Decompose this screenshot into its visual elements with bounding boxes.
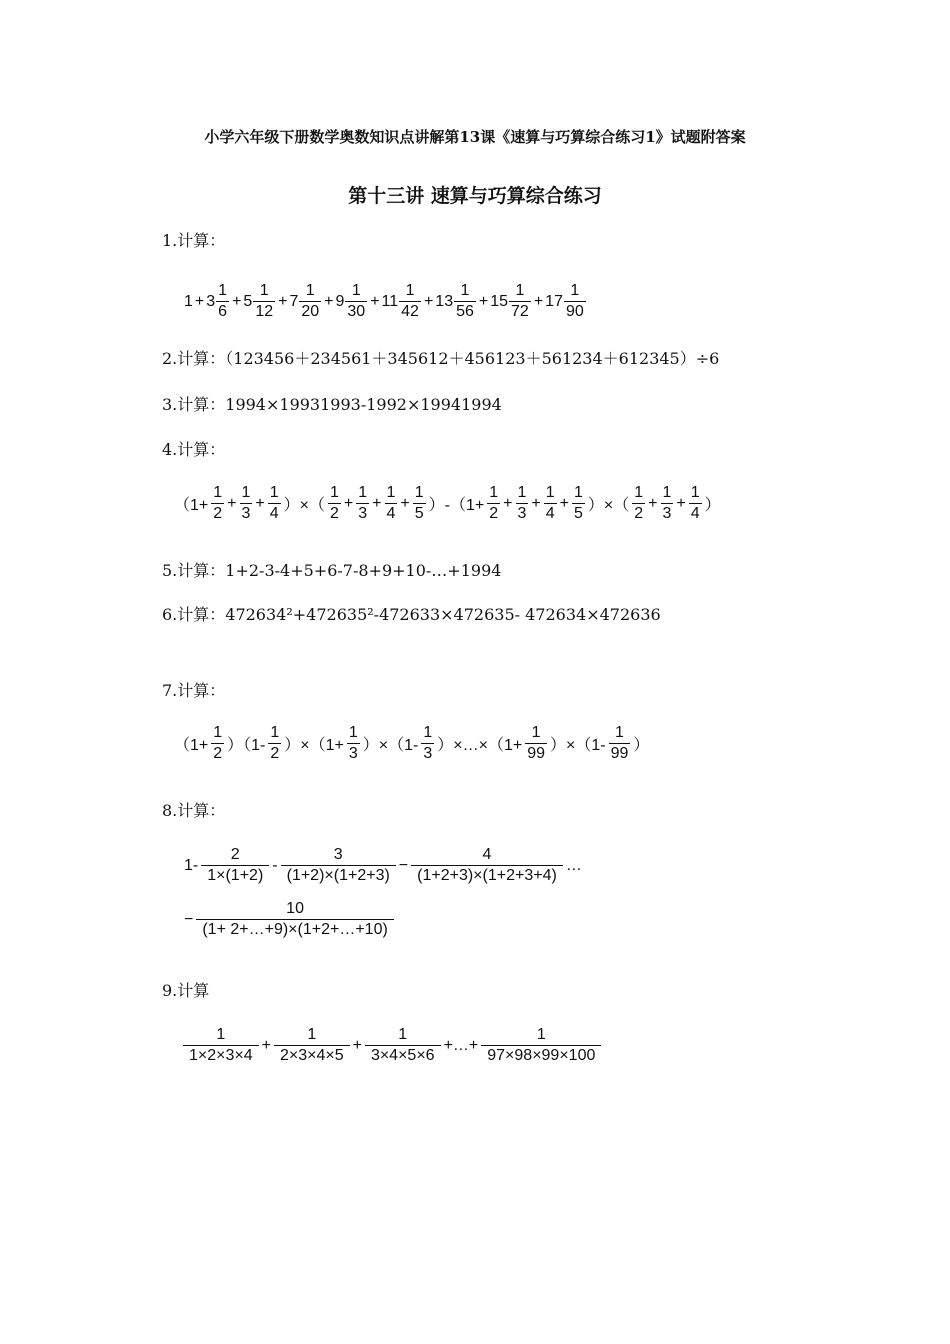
fraction [487, 484, 500, 524]
fraction [609, 724, 631, 764]
fraction-numerator: 1 [213, 484, 223, 501]
operator-text: + [676, 494, 686, 512]
mixed-number-whole: 11 [381, 292, 399, 310]
fraction-denominator: 4 [545, 505, 555, 523]
fraction-numerator: 1 [358, 484, 368, 501]
fraction-numerator: 1 [351, 282, 361, 299]
mixed-number-whole: 1 [184, 292, 193, 310]
fraction-numerator: 1 [515, 282, 525, 299]
fraction [454, 282, 476, 322]
fraction-denominator: 5 [574, 505, 583, 523]
fraction-numerator: 1 [307, 1026, 317, 1043]
operator-text: − [398, 856, 409, 874]
fraction [516, 484, 529, 524]
plus-operator: + [478, 292, 489, 310]
operator-text: ）×（ [587, 497, 630, 515]
fraction [201, 846, 269, 886]
mixed-number-whole: 9 [335, 292, 345, 310]
operator-text: + [255, 494, 265, 512]
fraction-numerator: 1 [615, 724, 624, 741]
fraction [356, 484, 369, 524]
fraction [328, 484, 341, 524]
plus-operator: + [324, 292, 334, 310]
fraction-denominator: 3 [358, 505, 368, 523]
fraction [525, 724, 547, 764]
fraction-denominator: 90 [565, 303, 584, 321]
fraction [281, 846, 396, 886]
operator-text: ）×…×（1+ [437, 737, 523, 755]
fraction-numerator: 1 [216, 1026, 226, 1043]
fraction-denominator: 99 [527, 745, 546, 763]
plus-operator: + [423, 292, 434, 310]
fraction-numerator: 1 [305, 282, 315, 299]
question-7-label: 7.计算： [162, 681, 226, 700]
operator-text: ）-（1+ [428, 497, 485, 515]
fraction-denominator: 2 [330, 505, 339, 523]
operator-text: + [343, 494, 354, 512]
question-9-expression [182, 1026, 602, 1066]
operator-text: + [648, 494, 658, 512]
question-4-expression [172, 484, 723, 524]
fraction-numerator: 1 [414, 484, 424, 501]
fraction [253, 282, 275, 322]
question-9-label: 9.计算 [162, 981, 210, 1000]
question-1-expression [184, 282, 587, 322]
fraction [268, 724, 281, 764]
fraction [268, 484, 281, 524]
operator-text: ）×（1- [550, 737, 606, 755]
operator-text: ） [704, 497, 721, 515]
plus-operator: + [278, 292, 288, 310]
fraction-numerator: 1 [270, 724, 280, 741]
fraction [481, 1026, 601, 1066]
fraction [365, 1026, 441, 1066]
fraction [689, 484, 702, 524]
mixed-number-whole: 17 [545, 292, 563, 310]
fraction-numerator: 1 [690, 484, 700, 501]
fraction-numerator: 1 [386, 484, 396, 501]
fraction-numerator: 1 [460, 282, 470, 299]
fraction [632, 484, 645, 524]
fraction-numerator: 1 [398, 1026, 408, 1043]
fraction-denominator: 72 [511, 303, 529, 321]
question-1-label: 1.计算： [162, 231, 226, 250]
fraction-denominator: 2 [213, 745, 223, 763]
fraction [385, 484, 398, 524]
fraction-numerator: 1 [423, 724, 433, 741]
fraction [421, 724, 434, 764]
fraction-denominator: 99 [610, 745, 629, 763]
fraction-denominator: 2 [489, 505, 499, 523]
operator-text: +…+ [443, 1036, 479, 1054]
fraction-numerator: 1 [536, 1026, 546, 1043]
fraction-numerator: 1 [517, 484, 527, 501]
fraction-denominator: 56 [456, 303, 474, 321]
plus-operator: + [194, 292, 205, 310]
fraction-denominator: 3 [241, 505, 251, 523]
fraction-numerator: 1 [634, 484, 644, 501]
fraction-denominator: 12 [255, 303, 274, 321]
fraction-denominator: 2 [634, 505, 644, 523]
question-8-expression-line-1 [182, 846, 584, 886]
question-7-expression [172, 724, 651, 764]
fraction-denominator: 97×98×99×100 [481, 1045, 601, 1065]
fraction-numerator: 1 [545, 484, 555, 501]
fraction-denominator: (1+2+3)×(1+2+3+4) [411, 865, 563, 885]
fraction-numerator: 1 [348, 724, 358, 741]
fraction-numerator: 1 [218, 282, 228, 299]
fraction-numerator: 1 [489, 484, 499, 501]
document-title: 小学六年级下册数学奥数知识点讲解第13课《速算与巧算综合练习1》试题附答案 [204, 128, 746, 146]
mixed-number-whole: 15 [490, 292, 509, 310]
fraction-denominator: 20 [301, 303, 320, 321]
fraction [509, 282, 531, 322]
fraction-numerator: 2 [230, 846, 240, 863]
fraction-denominator: (1+ 2+…+9)×(1+2+…+10) [196, 919, 393, 939]
question-3-text: 3.计算：1994×19931993-1992×19941994 [162, 395, 502, 414]
fraction [211, 484, 224, 524]
operator-text: − [184, 910, 194, 928]
operator-text: … [565, 856, 582, 874]
fraction-denominator: 4 [690, 505, 700, 523]
fraction-numerator: 1 [662, 484, 672, 501]
fraction-denominator: 30 [347, 303, 366, 321]
fraction-denominator: 3×4×5×6 [365, 1045, 441, 1065]
mixed-number-whole: 5 [243, 292, 253, 310]
fraction-numerator: 4 [482, 846, 492, 863]
fraction-numerator: 1 [570, 282, 580, 299]
fraction [196, 900, 393, 940]
operator-text: （1+ [174, 737, 209, 755]
fraction-denominator: 2 [270, 745, 280, 763]
fraction [347, 724, 360, 764]
question-8-expression-line-2 [182, 900, 395, 940]
fraction [183, 1026, 259, 1066]
operator-text: + [261, 1036, 271, 1054]
fraction [211, 724, 224, 764]
fraction [411, 846, 563, 886]
operator-text: ） [633, 737, 650, 755]
mixed-number-whole: 3 [206, 292, 216, 310]
plus-operator: + [232, 292, 242, 310]
operator-text: + [503, 494, 513, 512]
fraction [413, 484, 426, 524]
fraction-numerator: 3 [333, 846, 343, 863]
fraction-numerator: 1 [259, 282, 269, 299]
operator-text: + [352, 1036, 362, 1054]
question-2-text: 2.计算：（123456＋234561＋345612＋456123＋561234＋612345）÷6 [162, 349, 720, 368]
fraction-denominator: 3 [423, 745, 433, 763]
fraction-denominator: 4 [386, 505, 396, 523]
fraction-denominator: 1×2×3×4 [183, 1045, 259, 1065]
fraction-numerator: 1 [269, 484, 279, 501]
fraction [399, 282, 421, 322]
fraction [216, 282, 229, 322]
fraction-denominator: 6 [218, 303, 228, 321]
mixed-number-whole: 13 [435, 292, 454, 310]
question-4-label: 4.计算： [162, 440, 226, 459]
fraction-numerator: 1 [213, 724, 223, 741]
operator-text: + [531, 494, 541, 512]
fraction-numerator: 1 [330, 484, 339, 501]
fraction-denominator: 3 [517, 505, 527, 523]
operator-text: - [272, 856, 278, 874]
fraction-denominator: 4 [269, 505, 279, 523]
operator-text: ）×（1- [362, 737, 419, 755]
operator-text: + [227, 494, 237, 512]
fraction-numerator: 1 [531, 724, 541, 741]
fraction [299, 282, 321, 322]
fraction-denominator: 2 [213, 505, 223, 523]
fraction-denominator: 3 [348, 745, 358, 763]
fraction [544, 484, 557, 524]
question-6-text: 6.计算：472634²+472635²-472633×472635- 472634×472636 [162, 605, 661, 624]
operator-text: ）（1- [227, 737, 266, 755]
fraction-denominator: (1+2)×(1+2+3) [281, 865, 396, 885]
question-5-text: 5.计算：1+2-3-4+5+6-7-8+9+10-…+1994 [162, 561, 502, 580]
fraction-denominator: 2×3×4×5 [274, 1045, 350, 1065]
fraction-denominator: 42 [401, 303, 419, 321]
operator-text: + [372, 494, 382, 512]
lecture-title: 第十三讲 速算与巧算综合练习 [348, 185, 602, 207]
operator-text: 1- [184, 856, 199, 874]
fraction [572, 484, 585, 524]
fraction-numerator: 1 [241, 484, 251, 501]
fraction-denominator: 1×(1+2) [201, 865, 269, 885]
operator-text: ）×（1+ [284, 737, 344, 755]
fraction-denominator: 3 [662, 505, 672, 523]
fraction [240, 484, 253, 524]
fraction [274, 1026, 350, 1066]
fraction [564, 282, 586, 322]
operator-text: （1+ [174, 497, 209, 515]
fraction-numerator: 1 [405, 282, 415, 299]
fraction-denominator: 5 [414, 505, 424, 523]
plus-operator: + [370, 292, 380, 310]
fraction-numerator: 10 [286, 900, 304, 917]
plus-operator: + [533, 292, 544, 310]
fraction-numerator: 1 [574, 484, 583, 501]
mixed-number-whole: 7 [289, 292, 299, 310]
question-8-label: 8.计算： [162, 801, 226, 820]
operator-text: + [559, 494, 569, 512]
fraction [345, 282, 367, 322]
fraction [661, 484, 674, 524]
operator-text: + [400, 494, 410, 512]
operator-text: ）×（ [283, 497, 326, 515]
